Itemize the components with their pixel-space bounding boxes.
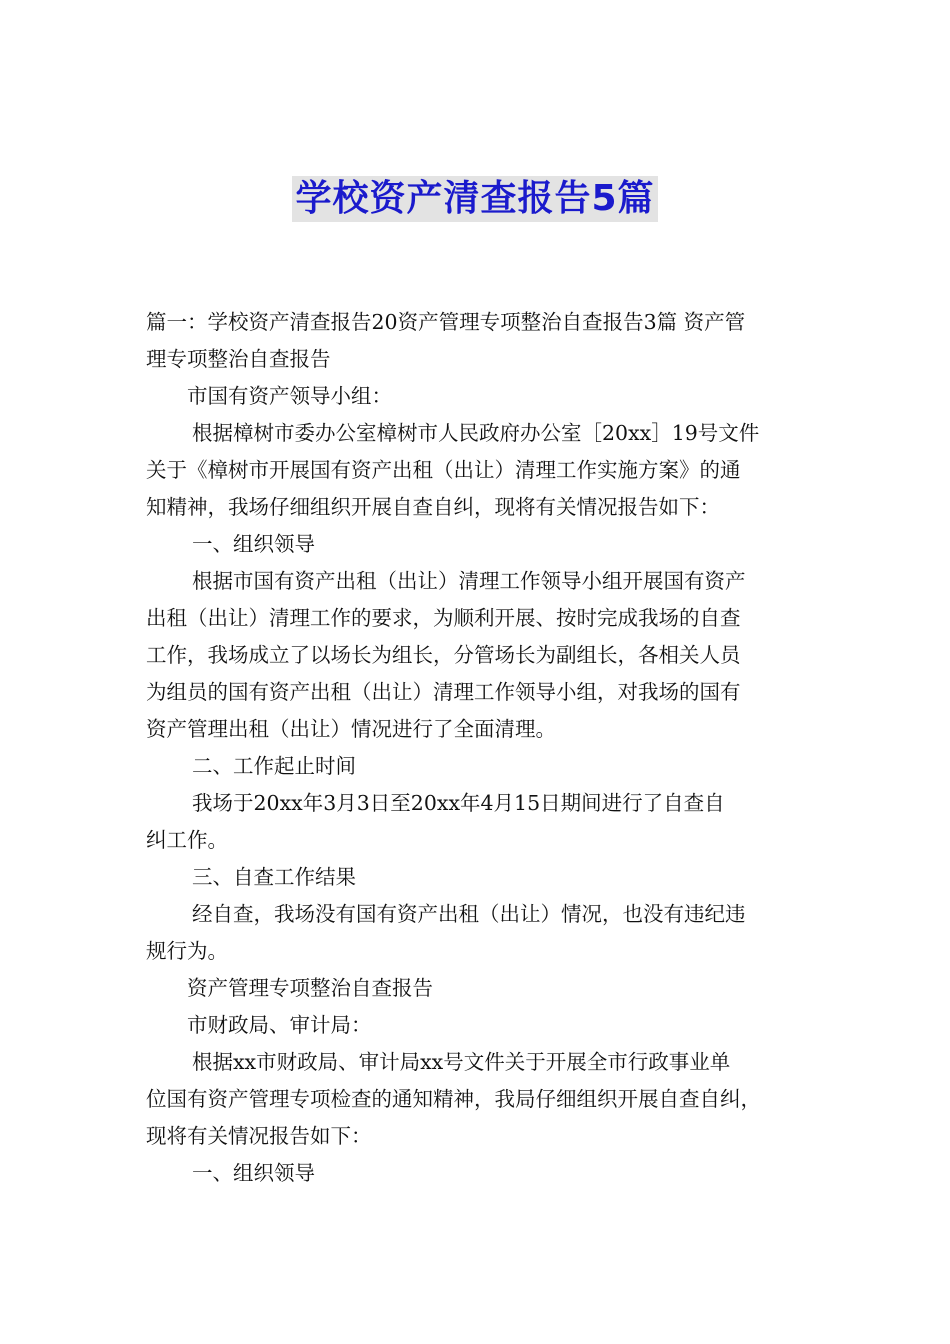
paragraph-line: 知精神，我场仔细组织开展自查自纠，现将有关情况报告如下：: [146, 495, 720, 519]
paragraph: [146, 748, 810, 785]
title-wrap: [0, 176, 950, 222]
paragraph-line: 经自查，我场没有国有资产出租（出让）情况，也没有违纪违: [192, 902, 746, 926]
paragraph-line: 出租（出让）清理工作的要求，为顺利开展、按时完成我场的自查: [146, 606, 741, 630]
paragraph-line: 资产管理出租（出让）情况进行了全面清理。: [146, 717, 556, 741]
paragraph: [146, 896, 810, 970]
paragraph: [146, 970, 810, 1007]
paragraph-line: 一、组织领导: [192, 532, 315, 556]
paragraph: [146, 526, 810, 563]
paragraph-line: 为组员的国有资产出租（出让）清理工作领导小组，对我场的国有: [146, 680, 741, 704]
paragraph-line: 根据市国有资产出租（出让）清理工作领导小组开展国有资产: [192, 569, 746, 593]
paragraph-line: 关于《樟树市开展国有资产出租（出让）清理工作实施方案》的通: [146, 458, 741, 482]
paragraph-line: 工作，我场成立了以场长为组长，分管场长为副组长，各相关人员: [146, 643, 741, 667]
paragraph-line: 纠工作。: [146, 828, 228, 852]
paragraph-line: 篇一：学校资产清查报告20资产管理专项整治自查报告3篇 资产管: [146, 310, 746, 334]
paragraph: [146, 304, 810, 378]
paragraph-line: 三、自查工作结果: [192, 865, 356, 889]
paragraph: [146, 415, 810, 526]
document-title: 学校资产清查报告5篇: [292, 176, 657, 222]
paragraph-line: 资产管理专项整治自查报告: [187, 976, 433, 1000]
paragraph-line: 一、组织领导: [192, 1161, 315, 1185]
paragraph-line: 位国有资产管理专项检查的通知精神，我局仔细组织开展自查自纠，: [146, 1087, 761, 1111]
paragraph-line: 根据xx市财政局、审计局xx号文件关于开展全市行政事业单: [192, 1050, 731, 1074]
paragraph: [146, 563, 810, 748]
paragraph-line: 我场于20xx年3月3日至20xx年4月15日期间进行了自查自: [192, 791, 725, 815]
paragraph-line: 理专项整治自查报告: [146, 347, 331, 371]
paragraph: [146, 1044, 810, 1155]
paragraph: [146, 859, 810, 896]
paragraph-line: 市财政局、审计局：: [187, 1013, 372, 1037]
paragraph: [146, 1007, 810, 1044]
document-body: [146, 304, 810, 1192]
paragraph-line: 现将有关情况报告如下：: [146, 1124, 372, 1148]
paragraph: [146, 785, 810, 859]
paragraph-line: 规行为。: [146, 939, 228, 963]
paragraph-line: 市国有资产领导小组：: [187, 384, 392, 408]
paragraph: [146, 1155, 810, 1192]
paragraph-line: 根据樟树市委办公室樟树市人民政府办公室［20xx］19号文件: [192, 421, 760, 445]
paragraph-line: 二、工作起止时间: [192, 754, 356, 778]
paragraph: [146, 378, 810, 415]
